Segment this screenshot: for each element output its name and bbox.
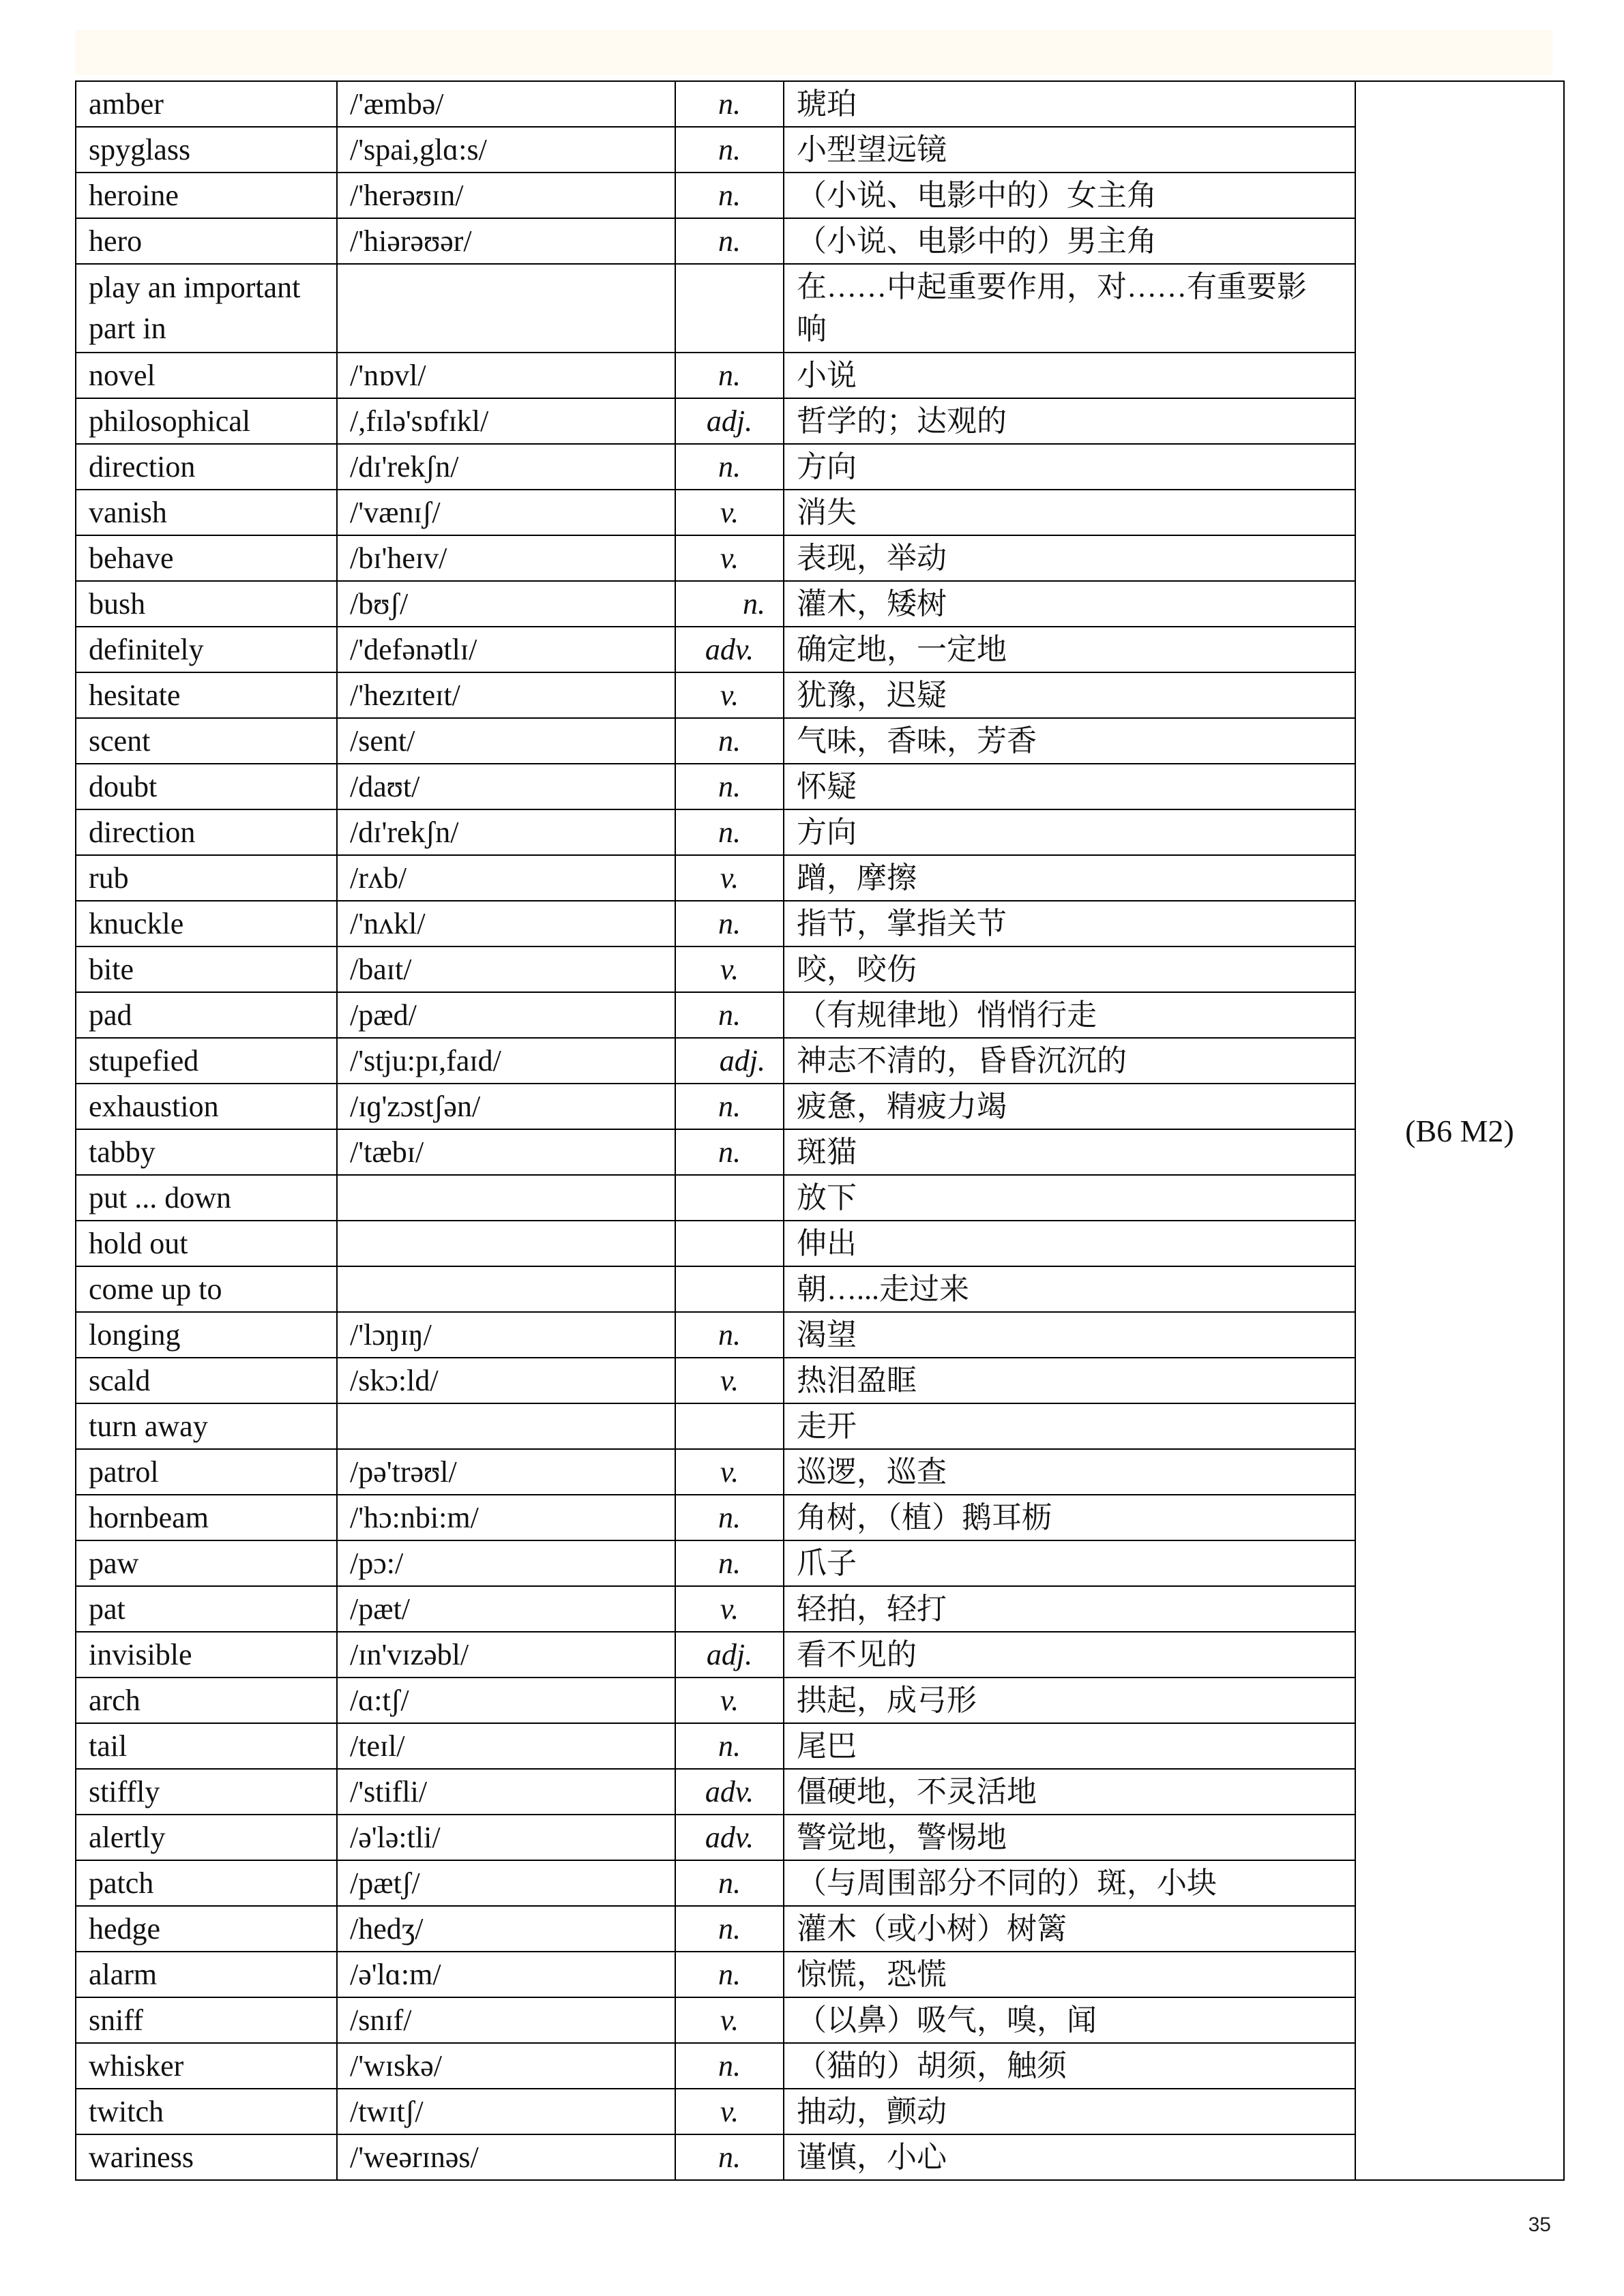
phonetic-cell: /twɪtʃ/ — [337, 2089, 675, 2134]
part-of-speech-cell: n. — [675, 2043, 784, 2089]
page-number: 35 — [1528, 2213, 1551, 2236]
meaning-cell: （与周围部分不同的）斑，小块 — [784, 1860, 1355, 1906]
part-of-speech-cell: n. — [675, 1312, 784, 1358]
phonetic-cell — [337, 264, 675, 353]
phonetic-cell: /'herəʊɪn/ — [337, 173, 675, 218]
word-cell: rub — [76, 855, 337, 901]
word-cell: paw — [76, 1540, 337, 1586]
part-of-speech-cell: v. — [675, 490, 784, 535]
table-row — [76, 764, 1564, 809]
meaning-cell: 方向 — [784, 444, 1355, 490]
word-cell: definitely — [76, 627, 337, 672]
meaning-cell: 小说 — [784, 353, 1355, 398]
meaning-cell: 琥珀 — [784, 81, 1355, 127]
phonetic-cell: /bʊʃ/ — [337, 581, 675, 627]
word-cell: spyglass — [76, 127, 337, 173]
table-row — [76, 1540, 1564, 1586]
meaning-cell: 热泪盈眶 — [784, 1358, 1355, 1403]
part-of-speech-cell: v. — [675, 1358, 784, 1403]
word-cell: whisker — [76, 2043, 337, 2089]
table-row — [76, 1084, 1564, 1129]
meaning-cell: 消失 — [784, 490, 1355, 535]
word-cell: arch — [76, 1678, 337, 1723]
phonetic-cell: /ə'lɑ:m/ — [337, 1952, 675, 1997]
phonetic-cell — [337, 1266, 675, 1312]
part-of-speech-cell: v. — [675, 1678, 784, 1723]
word-cell: put ... down — [76, 1175, 337, 1221]
phonetic-cell: /ɪn'vɪzəbl/ — [337, 1632, 675, 1678]
phonetic-cell — [337, 1221, 675, 1266]
phonetic-cell: /'hezɪteɪt/ — [337, 672, 675, 718]
part-of-speech-cell: n. — [675, 1723, 784, 1769]
word-cell: vanish — [76, 490, 337, 535]
table-row — [76, 1678, 1564, 1723]
part-of-speech-cell — [675, 1266, 784, 1312]
meaning-cell: 确定地，一定地 — [784, 627, 1355, 672]
meaning-cell: 伸出 — [784, 1221, 1355, 1266]
part-of-speech-cell: n. — [675, 1952, 784, 1997]
meaning-cell: 放下 — [784, 1175, 1355, 1221]
part-of-speech-cell: adv. — [675, 627, 784, 672]
word-cell: scald — [76, 1358, 337, 1403]
part-of-speech-cell: n. — [675, 718, 784, 764]
part-of-speech-cell: v. — [675, 946, 784, 992]
part-of-speech-cell: n. — [675, 1129, 784, 1175]
table-row — [76, 992, 1564, 1038]
table-row — [76, 627, 1564, 672]
table-row — [76, 535, 1564, 581]
meaning-cell: （小说、电影中的）女主角 — [784, 173, 1355, 218]
meaning-cell: 蹭，摩擦 — [784, 855, 1355, 901]
word-cell: patrol — [76, 1449, 337, 1495]
phonetic-cell: /snɪf/ — [337, 1997, 675, 2043]
part-of-speech-cell: n. — [675, 1495, 784, 1540]
part-of-speech-cell: n. — [675, 992, 784, 1038]
word-cell: come up to — [76, 1266, 337, 1312]
word-cell: hold out — [76, 1221, 337, 1266]
phonetic-cell: /'hiərəʊər/ — [337, 218, 675, 264]
table-row — [76, 1815, 1564, 1860]
part-of-speech-cell: n. — [675, 218, 784, 264]
table-row — [76, 264, 1564, 353]
meaning-cell: 抽动，颤动 — [784, 2089, 1355, 2134]
table-row — [76, 901, 1564, 946]
part-of-speech-cell: n. — [675, 764, 784, 809]
meaning-cell: （小说、电影中的）男主角 — [784, 218, 1355, 264]
phonetic-cell: /skɔ:ld/ — [337, 1358, 675, 1403]
meaning-cell: 咬，咬伤 — [784, 946, 1355, 992]
phonetic-cell: /'defənətlɪ/ — [337, 627, 675, 672]
table-row — [76, 1403, 1564, 1449]
word-cell: bite — [76, 946, 337, 992]
phonetic-cell: /'tæbɪ/ — [337, 1129, 675, 1175]
word-cell: tail — [76, 1723, 337, 1769]
phonetic-cell: /pɔ:/ — [337, 1540, 675, 1586]
phonetic-cell: /'nʌkl/ — [337, 901, 675, 946]
table-row — [76, 2043, 1564, 2089]
word-cell: patch — [76, 1860, 337, 1906]
meaning-cell: 灌木（或小树）树篱 — [784, 1906, 1355, 1952]
table-row — [76, 2134, 1564, 2180]
word-cell: hero — [76, 218, 337, 264]
word-cell: twitch — [76, 2089, 337, 2134]
part-of-speech-cell: n. — [675, 127, 784, 173]
phonetic-cell: /pə'trəʊl/ — [337, 1449, 675, 1495]
part-of-speech-cell: adv. — [675, 1815, 784, 1860]
table-row — [76, 1175, 1564, 1221]
meaning-cell: 角树，（植）鹅耳枥 — [784, 1495, 1355, 1540]
phonetic-cell: /dɪ'rekʃn/ — [337, 809, 675, 855]
table-row — [76, 2089, 1564, 2134]
phonetic-cell: /'vænɪʃ/ — [337, 490, 675, 535]
phonetic-cell: /'lɔŋɪŋ/ — [337, 1312, 675, 1358]
meaning-cell: 气味，香味，芳香 — [784, 718, 1355, 764]
table-row — [76, 444, 1564, 490]
phonetic-cell: /pætʃ/ — [337, 1860, 675, 1906]
word-cell: invisible — [76, 1632, 337, 1678]
phonetic-cell: /'nɒvl/ — [337, 353, 675, 398]
word-cell: stiffly — [76, 1769, 337, 1815]
phonetic-cell — [337, 1175, 675, 1221]
part-of-speech-cell: v. — [675, 2089, 784, 2134]
phonetic-cell: /'hɔ:nbi:m/ — [337, 1495, 675, 1540]
table-row — [76, 490, 1564, 535]
table-row — [76, 1632, 1564, 1678]
table-row — [76, 1769, 1564, 1815]
part-of-speech-cell: n. — [675, 809, 784, 855]
word-cell: philosophical — [76, 398, 337, 444]
meaning-cell: 僵硬地，不灵活地 — [784, 1769, 1355, 1815]
part-of-speech-cell: n. — [675, 1906, 784, 1952]
table-row — [76, 946, 1564, 992]
phonetic-cell: /'wɪskə/ — [337, 2043, 675, 2089]
table-row — [76, 718, 1564, 764]
word-cell: doubt — [76, 764, 337, 809]
vocabulary-table — [75, 80, 1565, 2181]
table-row — [76, 1723, 1564, 1769]
table-row — [76, 1860, 1564, 1906]
meaning-cell: （有规律地）悄悄行走 — [784, 992, 1355, 1038]
page-header-band — [75, 30, 1552, 75]
word-cell: hedge — [76, 1906, 337, 1952]
table-row — [76, 855, 1564, 901]
table-row — [76, 1266, 1564, 1312]
part-of-speech-cell — [675, 264, 784, 353]
meaning-cell: 神志不清的，昏昏沉沉的 — [784, 1038, 1355, 1084]
phonetic-cell: /hedʒ/ — [337, 1906, 675, 1952]
word-cell: alertly — [76, 1815, 337, 1860]
part-of-speech-cell: v. — [675, 1586, 784, 1632]
phonetic-cell: /sent/ — [337, 718, 675, 764]
table-row — [76, 1221, 1564, 1266]
phonetic-cell: /bɪ'heɪv/ — [337, 535, 675, 581]
word-cell: alarm — [76, 1952, 337, 1997]
vocabulary-table-body — [76, 81, 1564, 2180]
word-cell: tabby — [76, 1129, 337, 1175]
phonetic-cell: /pæt/ — [337, 1586, 675, 1632]
phonetic-cell: /'stifli/ — [337, 1769, 675, 1815]
meaning-cell: 斑猫 — [784, 1129, 1355, 1175]
part-of-speech-cell: n. — [675, 173, 784, 218]
word-cell: pad — [76, 992, 337, 1038]
meaning-cell: 方向 — [784, 809, 1355, 855]
meaning-cell: 朝…...走过来 — [784, 1266, 1355, 1312]
meaning-cell: 惊慌，恐慌 — [784, 1952, 1355, 1997]
meaning-cell: 小型望远镜 — [784, 127, 1355, 173]
table-row — [76, 127, 1564, 173]
meaning-cell: 巡逻，巡查 — [784, 1449, 1355, 1495]
word-cell: hesitate — [76, 672, 337, 718]
part-of-speech-cell: n. — [675, 1540, 784, 1586]
meaning-cell: （猫的）胡须，触须 — [784, 2043, 1355, 2089]
phonetic-cell: /rʌb/ — [337, 855, 675, 901]
phonetic-cell: /ə'lə:tli/ — [337, 1815, 675, 1860]
table-row — [76, 81, 1564, 127]
meaning-cell: 尾巴 — [784, 1723, 1355, 1769]
part-of-speech-cell: adj. — [675, 1632, 784, 1678]
word-cell: direction — [76, 809, 337, 855]
meaning-cell: 拱起，成弓形 — [784, 1678, 1355, 1723]
phonetic-cell: /teɪl/ — [337, 1723, 675, 1769]
part-of-speech-cell: v. — [675, 1997, 784, 2043]
table-row — [76, 1449, 1564, 1495]
table-row — [76, 1495, 1564, 1540]
meaning-cell: 爪子 — [784, 1540, 1355, 1586]
part-of-speech-cell: n. — [675, 1084, 784, 1129]
part-of-speech-cell: v. — [675, 855, 784, 901]
meaning-cell: 疲惫，精疲力竭 — [784, 1084, 1355, 1129]
word-cell: scent — [76, 718, 337, 764]
phonetic-cell: /pæd/ — [337, 992, 675, 1038]
part-of-speech-cell: v. — [675, 535, 784, 581]
meaning-cell: 走开 — [784, 1403, 1355, 1449]
word-cell: longing — [76, 1312, 337, 1358]
word-cell: turn away — [76, 1403, 337, 1449]
phonetic-cell: /baɪt/ — [337, 946, 675, 992]
table-row — [76, 173, 1564, 218]
meaning-cell: 犹豫，迟疑 — [784, 672, 1355, 718]
part-of-speech-cell: adj. — [675, 398, 784, 444]
part-of-speech-cell: v. — [675, 672, 784, 718]
part-of-speech-cell: n. — [675, 1860, 784, 1906]
part-of-speech-cell: n. — [675, 901, 784, 946]
word-cell: sniff — [76, 1997, 337, 2043]
meaning-cell: 谨慎，小心 — [784, 2134, 1355, 2180]
word-cell: pat — [76, 1586, 337, 1632]
word-cell: direction — [76, 444, 337, 490]
word-cell: behave — [76, 535, 337, 581]
table-row — [76, 809, 1564, 855]
part-of-speech-cell — [675, 1221, 784, 1266]
table-row — [76, 672, 1564, 718]
word-cell: amber — [76, 81, 337, 127]
part-of-speech-cell: n. — [675, 2134, 784, 2180]
meaning-cell: 轻拍，轻打 — [784, 1586, 1355, 1632]
table-row — [76, 398, 1564, 444]
unit-label-cell: (B6 M2) — [1355, 81, 1564, 2180]
meaning-cell: 表现，举动 — [784, 535, 1355, 581]
table-row — [76, 353, 1564, 398]
phonetic-cell: /daʊt/ — [337, 764, 675, 809]
table-row — [76, 1129, 1564, 1175]
meaning-cell: （以鼻）吸气，嗅，闻 — [784, 1997, 1355, 2043]
table-row — [76, 1038, 1564, 1084]
meaning-cell: 怀疑 — [784, 764, 1355, 809]
word-cell: wariness — [76, 2134, 337, 2180]
part-of-speech-cell: adv. — [675, 1769, 784, 1815]
meaning-cell: 在……中起重要作用，对……有重要影响 — [784, 264, 1355, 353]
table-row — [76, 1906, 1564, 1952]
part-of-speech-cell: n. — [675, 444, 784, 490]
meaning-cell: 灌木，矮树 — [784, 581, 1355, 627]
word-cell: exhaustion — [76, 1084, 337, 1129]
phonetic-cell: /ɑ:tʃ/ — [337, 1678, 675, 1723]
part-of-speech-cell: n. — [675, 581, 784, 627]
word-cell: play an important part in — [76, 264, 337, 353]
part-of-speech-cell: adj. — [675, 1038, 784, 1084]
meaning-cell: 哲学的；达观的 — [784, 398, 1355, 444]
table-row — [76, 1997, 1564, 2043]
phonetic-cell: /dɪ'rekʃn/ — [337, 444, 675, 490]
table-row — [76, 1358, 1564, 1403]
meaning-cell: 看不见的 — [784, 1632, 1355, 1678]
part-of-speech-cell: v. — [675, 1449, 784, 1495]
phonetic-cell: /'æmbə/ — [337, 81, 675, 127]
word-cell: novel — [76, 353, 337, 398]
table-row — [76, 1586, 1564, 1632]
part-of-speech-cell: n. — [675, 81, 784, 127]
table-row — [76, 1312, 1564, 1358]
table-row — [76, 218, 1564, 264]
phonetic-cell — [337, 1403, 675, 1449]
meaning-cell: 渴望 — [784, 1312, 1355, 1358]
part-of-speech-cell: n. — [675, 353, 784, 398]
word-cell: hornbeam — [76, 1495, 337, 1540]
word-cell: knuckle — [76, 901, 337, 946]
word-cell: stupefied — [76, 1038, 337, 1084]
phonetic-cell: /'stju:pɪ,faɪd/ — [337, 1038, 675, 1084]
part-of-speech-cell — [675, 1175, 784, 1221]
phonetic-cell: /,fɪlə'sɒfɪkl/ — [337, 398, 675, 444]
phonetic-cell: /ɪɡ'zɔstʃən/ — [337, 1084, 675, 1129]
table-row — [76, 581, 1564, 627]
meaning-cell: 警觉地，警惕地 — [784, 1815, 1355, 1860]
part-of-speech-cell — [675, 1403, 784, 1449]
phonetic-cell: /'spai,glɑ:s/ — [337, 127, 675, 173]
meaning-cell: 指节，掌指关节 — [784, 901, 1355, 946]
word-cell: bush — [76, 581, 337, 627]
table-row — [76, 1952, 1564, 1997]
phonetic-cell: /'weərɪnəs/ — [337, 2134, 675, 2180]
word-cell: heroine — [76, 173, 337, 218]
